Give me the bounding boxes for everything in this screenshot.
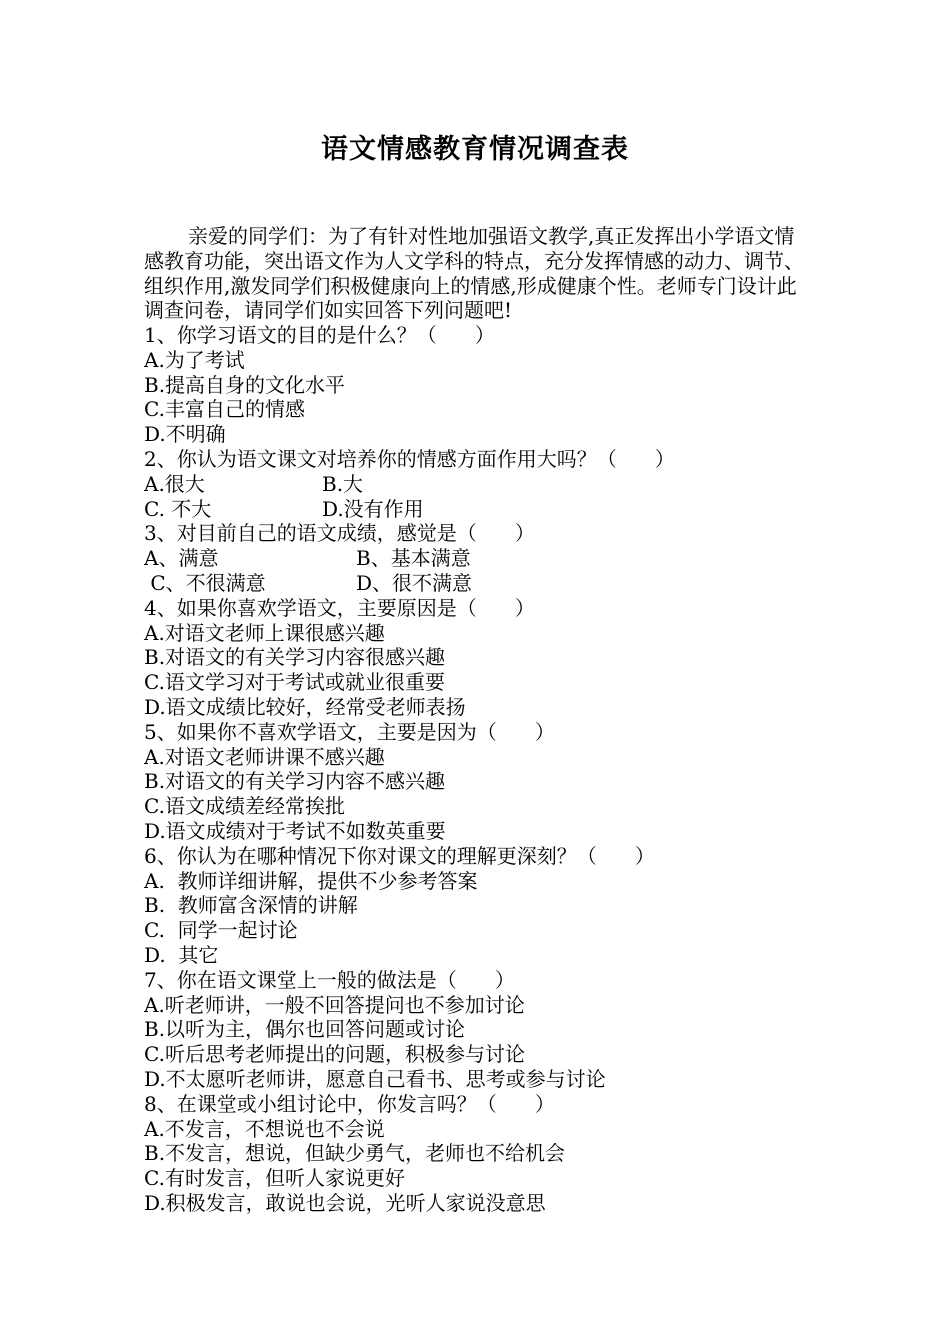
option-text: C.丰富自己的情感 xyxy=(144,397,305,422)
option-text: A.听老师讲，一般不回答提问也不参加讨论 xyxy=(144,992,525,1017)
option-text: D.语文成绩对于考试不如数英重要 xyxy=(144,818,446,843)
question-text: 2、你认为语文课文对培养你的情感方面作用大吗？（ ） xyxy=(144,446,675,471)
option-row xyxy=(144,472,824,497)
option-text: B. 教师富含深情的讲解 xyxy=(144,893,358,918)
option-text: B.大 xyxy=(322,471,364,496)
question-text: 6、你认为在哪种情况下你对课文的理解更深刻？（ ） xyxy=(144,843,655,868)
option-text: C.语文成绩差经常挨批 xyxy=(144,794,345,819)
option-text: B、基本满意 xyxy=(356,546,471,571)
option-text: B.对语文的有关学习内容不感兴趣 xyxy=(144,769,446,794)
question-text: 8、在课堂或小组讨论中，你发言吗？（ ） xyxy=(144,1091,555,1116)
page-title: 语文情感教育情况调查表 xyxy=(321,134,629,165)
option-text: C.听后思考老师提出的问题，积极参与讨论 xyxy=(144,1042,525,1067)
option-text: B.对语文的有关学习内容很感兴趣 xyxy=(144,645,446,670)
option-text: D、很不满意 xyxy=(356,570,473,595)
question-text: 1、你学习语文的目的是什么？（ ） xyxy=(144,323,495,347)
option-text: D.积极发言，敢说也会说，光听人家说没意思 xyxy=(144,1190,546,1215)
question-text: 5、如果你不喜欢学语文，主要是因为（ ） xyxy=(144,719,555,744)
option-text: A.对语文老师讲课不感兴趣 xyxy=(144,744,385,769)
option-text: A.很大 xyxy=(144,471,205,496)
option-text: D.不明确 xyxy=(144,422,226,447)
option-row xyxy=(144,497,824,522)
option-text: C. 同学一起讨论 xyxy=(144,918,298,943)
option-text: A.为了考试 xyxy=(144,347,245,372)
question-text: 3、对目前自己的语文成绩，感觉是（ ） xyxy=(144,521,535,546)
option-text: B.以听为主，偶尔也回答问题或讨论 xyxy=(144,1017,466,1042)
option-text: C.有时发言，但听人家说更好 xyxy=(144,1166,405,1191)
option-text: D. 其它 xyxy=(144,942,219,967)
option-text: A.不发言，不想说也不会说 xyxy=(144,1116,385,1141)
option-text: C.语文学习对于考试或就业很重要 xyxy=(144,670,445,695)
option-text: A、满意 xyxy=(144,546,219,571)
intro-paragraph xyxy=(144,224,812,323)
option-text: A. 教师详细讲解，提供不少参考答案 xyxy=(144,868,478,893)
option-text: A.对语文老师上课很感兴趣 xyxy=(144,620,385,645)
question-list xyxy=(144,323,824,1216)
question-text: 4、如果你喜欢学语文，主要原因是（ ） xyxy=(144,595,535,620)
option-row xyxy=(144,546,824,571)
option-text: D.没有作用 xyxy=(322,496,424,521)
option-text: D.语文成绩比较好，经常受老师表扬 xyxy=(144,694,466,719)
option-text: C. 不大 xyxy=(144,496,212,521)
option-row xyxy=(144,571,824,596)
option-text: B.提高自身的文化水平 xyxy=(144,372,346,397)
option-text: D.不太愿听老师讲，愿意自己看书、思考或参与讨论 xyxy=(144,1066,606,1091)
intro-text: 亲爱的同学们：为了有针对性地加强语文教学,真正发挥出小学语文情感教育功能，突出语文作为人文学科的特点，充分发挥情感的动力、调节、组织作用,激发同学们积极健康向上的情感,形成健康个性。老师专门设计此调查问卷，请同学们如实回答下列问题吧! xyxy=(144,224,804,323)
option-text: C、不很满意 xyxy=(144,570,266,595)
option-text: B.不发言，想说，但缺少勇气，老师也不给机会 xyxy=(144,1141,566,1166)
question-text: 7、你在语文课堂上一般的做法是（ ） xyxy=(144,967,515,992)
